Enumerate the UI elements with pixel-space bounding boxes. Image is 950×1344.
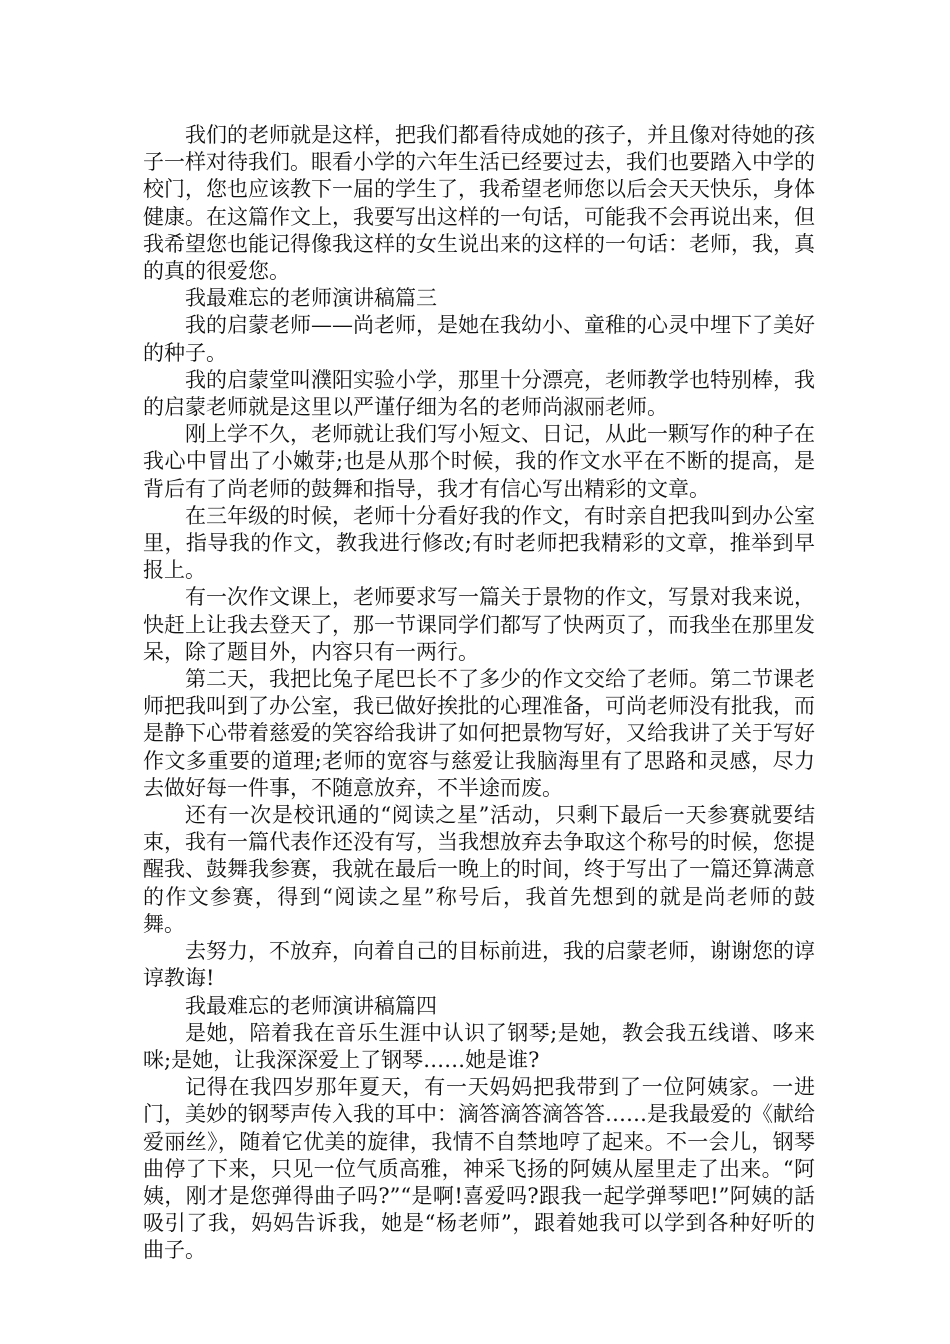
paragraph: 有一次作文课上，老师要求写一篇关于景物的作文，写景对我来说，快赶上让我去登天了，那一节课同学们都写了快两页了，而我坐在那里发呆，除了题目外，内容只有一两行。	[143, 585, 815, 664]
paragraph: 刚上学不久，老师就让我们写小短文、日记，从此一颗写作的种子在我心中冒出了小嫩芽;也是从那个时候，我的作文水平在不断的提高，是背后有了尚老师的鼓舞和指导，我才有信心写出精彩的文章。	[143, 422, 815, 501]
paragraph: 是她，陪着我在音乐生涯中认识了钢琴;是她，教会我五线谱、哆来咪;是她，让我深深爱上了钢琴……她是谁?	[143, 1020, 815, 1072]
paragraph: 还有一次是校讯通的“阅读之星”活动，只剩下最后一天参赛就要结束，我有一篇代表作还没有写，当我想放弃去争取这个称号的时候，您提醒我、鼓舞我参赛，我就在最后一晚上的时间，终于写出了一篇还算满意的作文参赛，得到“阅读之星”称号后，我首先想到的就是尚老师的鼓舞。	[143, 803, 815, 936]
paragraph: 我的启蒙老师——尚老师，是她在我幼小、童稚的心灵中埋下了美好的种子。	[143, 313, 815, 365]
document-body	[143, 122, 815, 1265]
paragraph: 我的启蒙堂叫濮阳实验小学，那里十分漂亮，老师教学也特别棒，我的启蒙老师就是这里以严谨仔细为名的老师尚淑丽老师。	[143, 367, 815, 420]
paragraph: 在三年级的时候，老师十分看好我的作文，有时亲自把我叫到办公室里，指导我的作文，教我进行修改;有时老师把我精彩的文章，推举到早报上。	[143, 503, 815, 583]
paragraph: 我们的老师就是这样，把我们都看待成她的孩子，并且像对待她的孩子一样对待我们。眼看小学的六年生活已经要过去，我们也要踏入中学的校门，您也应该教下一届的学生了，我希望老师您以后会天天快乐，身体健康。在这篇作文上，我要写出这样的一句话，可能我不会再说出来，但我希望您也能记得像我这样的女生说出来的这样的一句话：老师，我，真的真的很爱您。	[143, 123, 815, 284]
paragraph: 第二天，我把比兔子尾巴长不了多少的作文交给了老师。第二节课老师把我叫到了办公室，我已做好挨批的心理准备，可尚老师没有批我，而是静下心带着慈爱的笑容给我讲了如何把景物写好，又给我讲了关于写好作文多重要的道理;老师的宽容与慈爱让我脑海里有了思路和灵感，尽力去做好每一件事，不随意放弃，不半途而废。	[143, 667, 815, 800]
section-heading: 我最难忘的老师演讲稿篇四	[185, 993, 437, 1018]
paragraph: 记得在我四岁那年夏天，有一天妈妈把我带到了一位阿姨家。一进门，美妙的钢琴声传入我的耳中：滴答滴答滴答答……是我最爱的《献给爱丽丝》，随着它优美的旋律，我情不自禁地哼了起来。不一会儿，钢琴曲停了下来，只见一位气质高雅，神采飞扬的阿姨从屋里走了出来。“阿姨，刚才是您弹得曲子吗?”“是啊!喜爱吗?跟我一起学弹琴吧!”阿姨的話吸引了我，妈妈告诉我，她是“杨老师”，跟着她我可以学到各种好听的曲子。	[143, 1075, 815, 1263]
paragraph: 去努力，不放弃，向着自己的目标前进，我的启蒙老师，谢谢您的谆谆教诲!	[143, 939, 815, 991]
section-heading: 我最难忘的老师演讲稿篇三	[185, 286, 437, 311]
